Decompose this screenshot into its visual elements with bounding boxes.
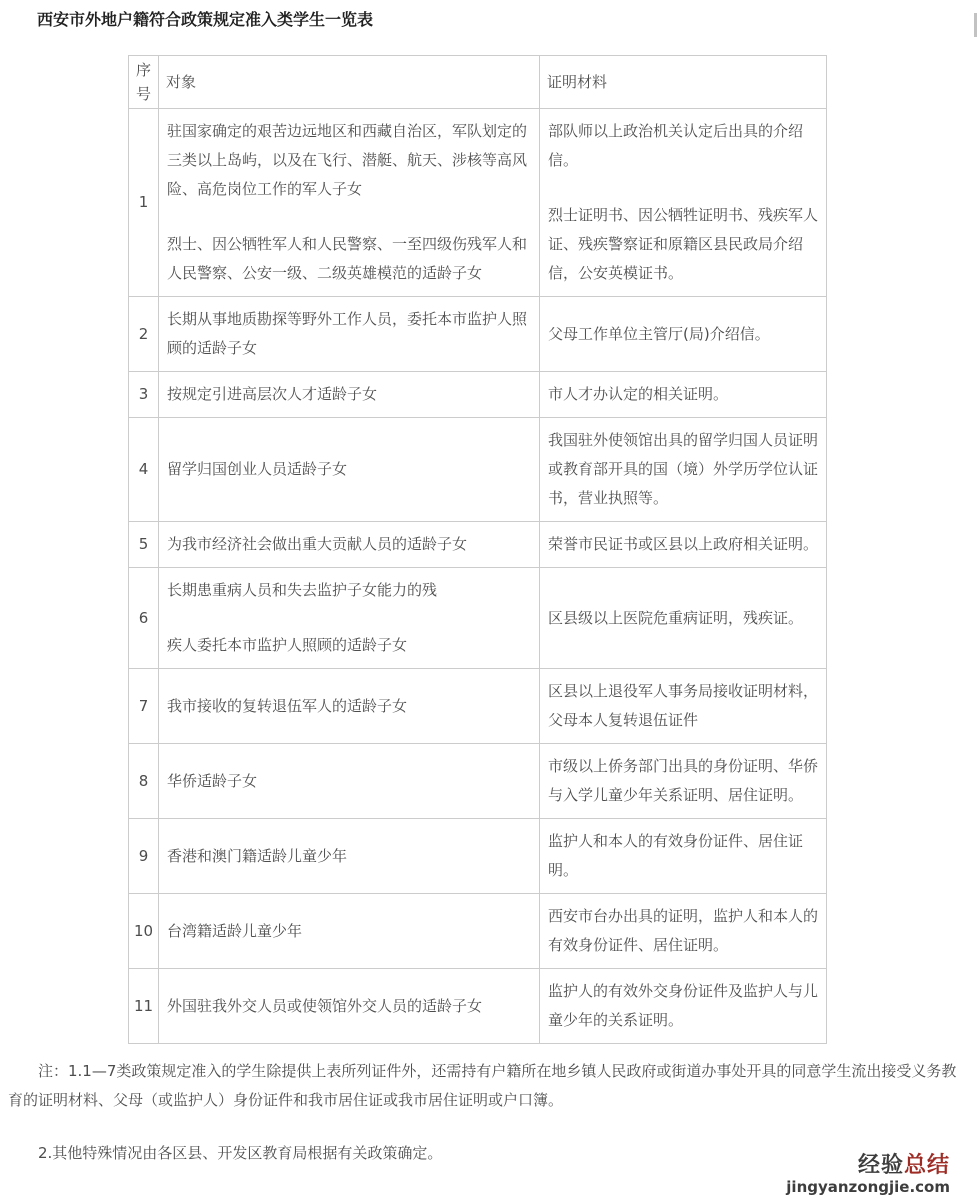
cell-paragraph: 香港和澳门籍适龄儿童少年 [167,846,348,865]
materials-cell [540,297,827,372]
row-number: 11 [129,969,159,1044]
cell-paragraph: 监护人和本人的有效身份证件、居住证明。 [548,832,804,879]
watermark-domain: jingyanzongjie.com [786,1177,950,1196]
materials-cell [540,744,827,819]
cell-paragraph: 疾人委托本市监护人照顾的适龄子女 [167,636,408,654]
watermark-brand-red: 总结 [903,1153,950,1179]
table-row [129,522,827,568]
subject-cell [159,969,540,1044]
row-number: 8 [129,744,159,819]
subject-cell [159,372,540,418]
table-row [129,744,827,819]
subject-cell [159,894,540,969]
policy-table [128,55,827,1044]
table-row [129,819,827,894]
materials-cell [540,819,827,894]
materials-cell [540,669,827,744]
subject-cell [159,744,540,819]
watermark [786,1154,950,1195]
footnote: 注：1.1—7类政策规定准入的学生除提供上表所列证件外，还需持有户籍所在地乡镇人民政府或街道办事处开具的同意学生流出接受义务教育的证明材料、父母（或监护人）身份证件和我市居住证或我市居住证明或户口簿。 [8,1062,957,1109]
cell-paragraph: 华侨适龄子女 [167,771,258,790]
cell-paragraph: 市人才办认定的相关证明。 [548,385,729,403]
table-row [129,669,827,744]
cell-paragraph: 监护人的有效外交身份证件及监护人与儿童少年的关系证明。 [548,982,819,1029]
cell-paragraph: 长期从事地质勘探等野外工作人员，委托本市监护人照顾的适龄子女 [167,310,528,357]
row-number: 9 [129,819,159,894]
header-materials: 证明材料 [540,56,827,109]
cell-paragraph: 区县以上退役军人事务局接收证明材料，父母本人复转退伍证件 [548,682,819,729]
cell-paragraph: 外国驻我外交人员或使领馆外交人员的适龄子女 [167,996,483,1015]
materials-cell [540,568,827,669]
watermark-brand-black: 经验 [857,1153,904,1179]
cell-paragraph: 我国驻外使领馆出具的留学归国人员证明或教育部开具的国（境）外学历学位认证书，营业执照等。 [548,431,819,507]
materials-cell [540,418,827,522]
cell-paragraph: 烈士证明书、因公牺牲证明书、残疾军人证、残疾警察证和原籍区县民政局介绍信，公安英模证书。 [548,206,819,282]
cell-paragraph: 西安市台办出具的证明，监护人和本人的有效身份证件、居住证明。 [548,907,819,954]
cell-paragraph: 父母工作单位主管厅(局)介绍信。 [548,324,770,343]
subject-cell [159,669,540,744]
row-number: 10 [129,894,159,969]
subject-cell [159,109,540,297]
row-number: 4 [129,418,159,522]
cell-paragraph: 留学归国创业人员适龄子女 [167,460,348,478]
footnotes [8,1057,969,1168]
cell-paragraph: 烈士、因公牺牲军人和人民警察、一至四级伤残军人和人民警察、公安一级、二级英雄模范的适龄子女 [167,235,528,282]
table-header-row [129,56,827,109]
cell-paragraph: 为我市经济社会做出重大贡献人员的适龄子女 [167,535,468,553]
table-row [129,568,827,669]
cell-paragraph: 长期患重病人员和失去监护子女能力的残 [167,581,438,599]
cell-paragraph: 我市接收的复转退伍军人的适龄子女 [167,696,408,715]
table-row [129,297,827,372]
row-number: 1 [129,109,159,297]
cell-paragraph: 按规定引进高层次人才适龄子女 [167,385,378,403]
subject-cell [159,568,540,669]
table-body [129,109,827,1044]
watermark-logo [786,1154,950,1178]
footnote: 2.其他特殊情况由各区县、开发区教育局根据有关政策确定。 [38,1144,443,1162]
subject-cell [159,297,540,372]
table-row [129,894,827,969]
row-number: 2 [129,297,159,372]
cell-paragraph: 区县级以上医院危重病证明，残疾证。 [548,608,804,627]
cell-paragraph: 市级以上侨务部门出具的身份证明、华侨与入学儿童少年关系证明、居住证明。 [548,757,819,804]
materials-cell [540,522,827,568]
row-number: 6 [129,568,159,669]
materials-cell [540,372,827,418]
table-row [129,372,827,418]
table-row [129,418,827,522]
header-num: 序号 [129,56,159,109]
subject-cell [159,819,540,894]
subject-cell [159,418,540,522]
table-row [129,969,827,1044]
materials-cell [540,894,827,969]
cell-paragraph: 部队师以上政治机关认定后出具的介绍信。 [548,122,804,169]
table-row [129,109,827,297]
cell-paragraph: 荣誉市民证书或区县以上政府相关证明。 [548,535,819,553]
cell-paragraph: 台湾籍适龄儿童少年 [167,921,303,940]
page-title: 西安市外地户籍符合政策规定准入类学生一览表 [37,10,374,29]
cell-paragraph: 驻国家确定的艰苦边远地区和西藏自治区，军队划定的三类以上岛屿，以及在飞行、潜艇、航天、涉核等高风险、高危岗位工作的军人子女 [167,122,528,198]
materials-cell [540,109,827,297]
row-number: 7 [129,669,159,744]
row-number: 3 [129,372,159,418]
subject-cell [159,522,540,568]
header-subject: 对象 [159,56,540,109]
row-number: 5 [129,522,159,568]
materials-cell [540,969,827,1044]
